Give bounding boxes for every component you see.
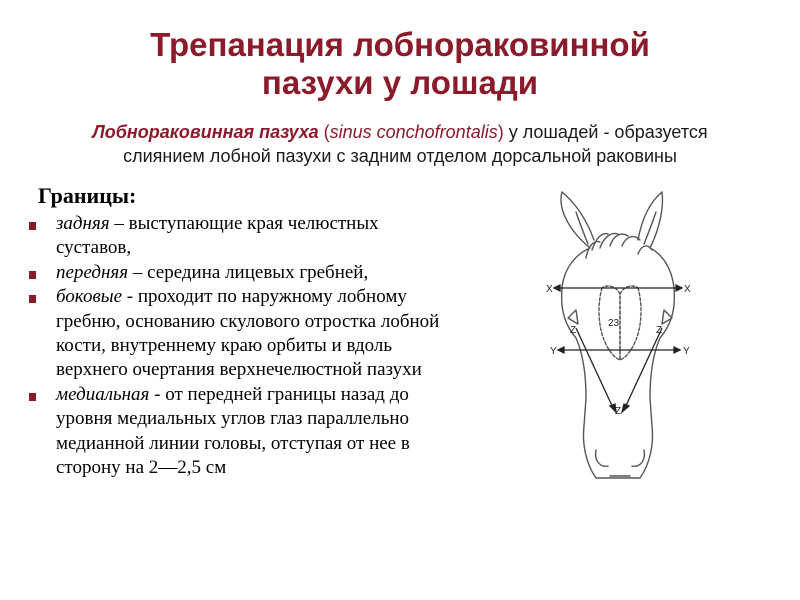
nostrils (596, 450, 645, 466)
intro-paren-close: ) (497, 122, 504, 142)
label-x-right: X (684, 284, 691, 295)
label-y-left: Y (550, 346, 557, 357)
horse-head-diagram (540, 188, 700, 488)
title-line-1: Трепанация лобнораковинной (150, 26, 650, 63)
bullet-icon (29, 393, 36, 401)
left-ear (561, 192, 594, 248)
bullet-icon (29, 271, 36, 279)
border-term: боковые (56, 286, 123, 308)
bullet-icon (29, 295, 36, 303)
left-eye (568, 310, 578, 324)
sinus-right-lobe (620, 286, 641, 360)
forelock (586, 234, 652, 258)
label-23: 23 (608, 318, 620, 329)
z-line-right (624, 328, 662, 410)
intro-latin-term: sinus conchofrontalis (329, 122, 498, 142)
border-text: – середина лицевых гребней, (128, 261, 369, 283)
right-ear (638, 192, 663, 248)
title-line-2: пазухи у лошади (261, 64, 539, 101)
border-term: медиальная (56, 383, 150, 405)
border-term: задняя (56, 213, 110, 234)
head-outline (562, 248, 675, 478)
border-text: - от передней границы назад до уровня медиальных углов глаз параллельно медианной линии головы, отступая от нее в сторону на 2—2,5 см (56, 383, 410, 479)
intro-term: Лобнораковинная пазуха (92, 122, 319, 142)
border-item-anterior (26, 261, 456, 285)
label-z-right: Z (656, 325, 663, 336)
label-z-left: Z (570, 325, 577, 336)
slide-title (0, 26, 800, 102)
border-term: передняя (56, 261, 129, 283)
intro-paragraph (40, 120, 760, 168)
border-text: - проходит по наружному лобному гребню, основанию скулового отростка лобной кости, внутреннему краю орбиты и вдоль верхнего очертания верхнечелюстной пазухи (56, 286, 440, 381)
label-x-left: X (546, 284, 553, 295)
label-y-right: Y (683, 346, 690, 357)
borders-heading: Границы: (38, 183, 137, 208)
border-item-lateral (26, 285, 456, 383)
borders-list (26, 212, 456, 480)
z-line-left (576, 328, 614, 410)
border-item-posterior (26, 212, 456, 261)
intro-paren-open: ( (318, 122, 330, 142)
intro-line-1-rest: у лошадей - образуется (503, 122, 708, 142)
intro-line-2: слиянием лобной пазухи с задним отделом дорсальной раковины (123, 146, 677, 166)
label-z-bottom: Z (615, 406, 622, 417)
intro-line-1 (40, 120, 760, 144)
border-text: – выступающие края челюстных суставов, (56, 213, 379, 259)
border-item-medial (26, 383, 456, 481)
bullet-icon (29, 222, 36, 230)
